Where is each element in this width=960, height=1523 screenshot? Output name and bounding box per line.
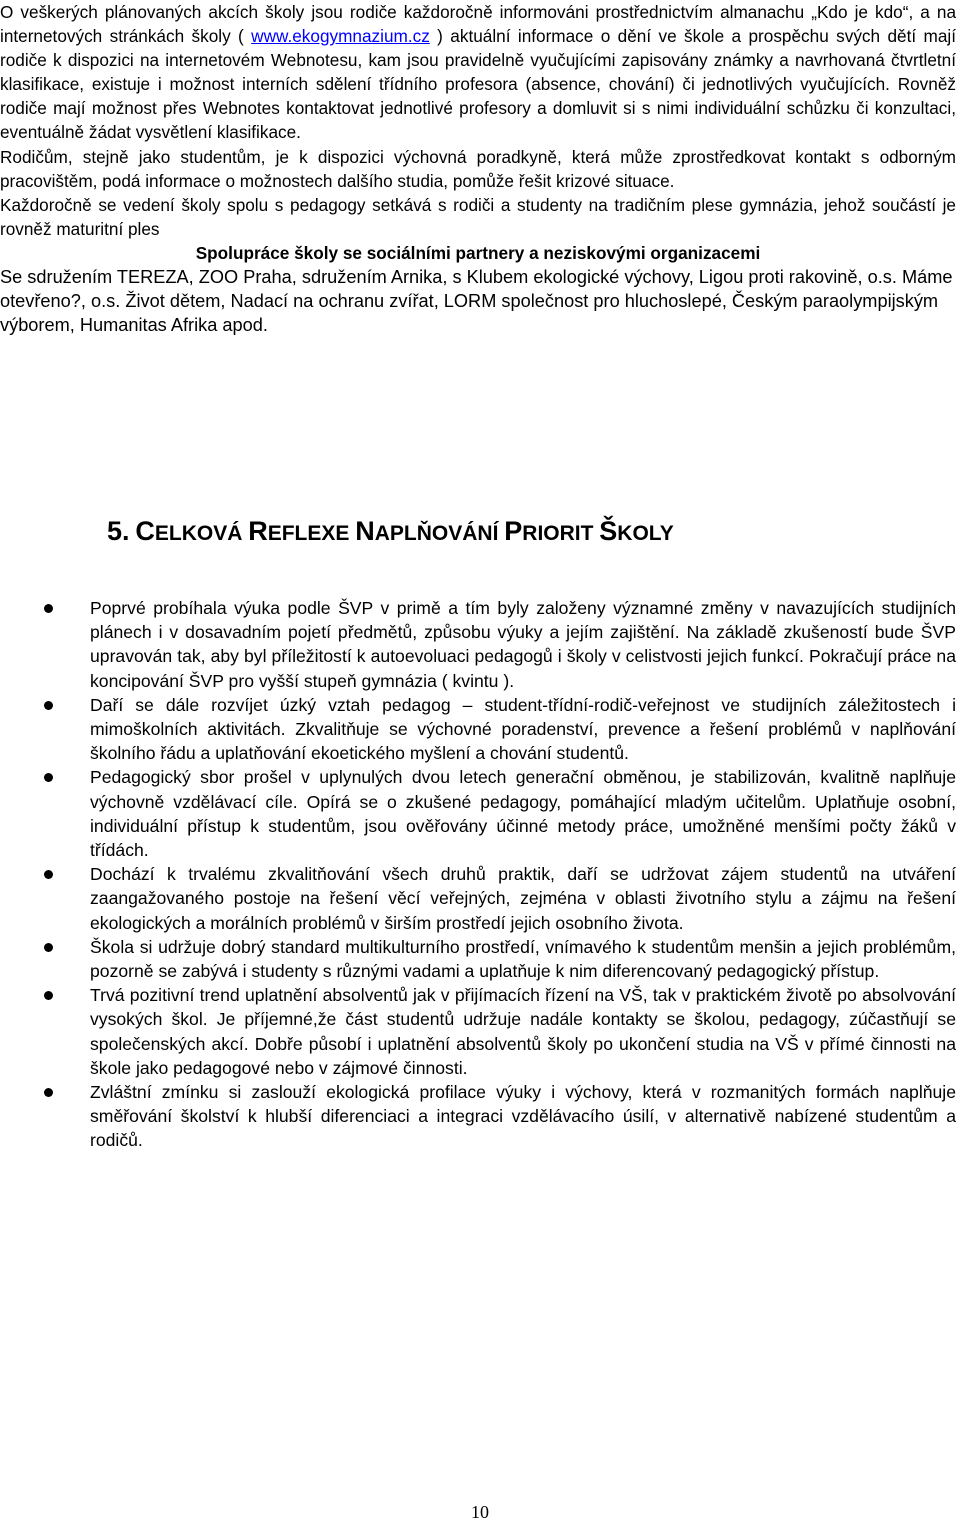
bullet-icon [44, 1088, 53, 1097]
bullet-icon [44, 870, 53, 879]
list-item: Pedagogický sbor prošel v uplynulých dvou letech generační obměnou, je stabilizován, kvalitně naplňuje výchovně vzdělávací cíle. Opírá se o zkušené pedagogy, pomáhající mladým učitelům. Uplatňuje osobní, individuální přístup k studentům, jsou ověřovány účinné metody práce, umožněné menšími počty žáků v třídách. [0, 765, 956, 862]
section-5-title: 5. CELKOVÁ REFLEXE NAPLŇOVÁNÍ PRIORIT ŠKOLY [107, 516, 674, 546]
priorities-bullet-list [0, 596, 956, 1153]
section-number: 5. [107, 516, 130, 546]
partners-list-text: Se sdružením TEREZA, ZOO Praha, sdružením Arnika, s Klubem ekologické výchovy, Ligou proti rakovině, o.s. Máme otevřeno?, o.s. Život dětem, Nadací na ochranu zvířat, LORM společnost pro hluchoslepé, Českým paraolympijským výborem, Humanitas Afrika apod. [0, 267, 953, 336]
intro-text-end: ) aktuální informace o dění ve škole a prospěchu svých dětí mají rodiče k dispozici na internetovém Webnotesu, kam jsou pravidelně vyučujícími zapisovány známky a navrhovaná čtvrtletní klasifikace, existuje i možnost interních sdělení třídního profesora (absence, chování) či jednotlivých vyučujících. Rovněž rodiče mají možnost přes Webnotes kontaktovat jednotlivé profesory a domluvit si s nimi individuální schůzku či konzultaci, eventuálně žádat vysvětlení klasifikace. [0, 26, 956, 143]
bullet-icon [44, 773, 53, 782]
document-body [0, 0, 956, 337]
page-number: 10 [471, 1502, 489, 1522]
bullet-icon [44, 604, 53, 613]
list-item: Zvláštní zmínku si zaslouží ekologická profilace výuky i výchovy, která v rozmanitých formách naplňuje směřování školství k hlubší diferenciaci a integraci vzdělávacího úsilí, v alternativě nabízené studentům a rodičů. [0, 1080, 956, 1153]
list-item: Daří se dále rozvíjet úzký vztah pedagog – student-třídní-rodič-veřejnost ve studijních záležitostech i mimoškolních aktivitách. Zkvalitňuje se výchovné poradenství, prevence a řešení problémů v naplňování školního řádu a uplatňování ekoetického myšlení a chování studentů. [0, 693, 956, 766]
intro-paragraph-counselor: Rodičům, stejně jako studentům, je k dispozici výchovná poradkyně, která může zprostředkovat kontakt s odborným pracovištěm, podá informace o možnostech dalšího studia, pomůže řešit krizové situace. [0, 146, 956, 191]
list-item: Škola si udržuje dobrý standard multikulturního prostředí, vnímavého k studentům menšin a jejich problémům, pozorně se zabývá i studenty s různými vadami a uplatňuje k nim diferencovaný pedagogický přístup. [0, 935, 956, 983]
partners-heading: Spolupráce školy se sociálními partnery a neziskovými organizacemi [195, 242, 761, 263]
intro-paragraph-ball: Každoročně se vedení školy spolu s pedagogy setkává s rodiči a studenty na tradičním plese gymnázia, jehož součástí je rovněž maturitní ples [0, 194, 956, 239]
intro-paragraph-almanac [0, 0, 956, 145]
intro-text-start: O veškerých plánovaných akcích školy jsou rodiče každoročně informováni prostřednictvím almanachu „Kdo je kdo“, a na internetových stránkách školy ( [0, 2, 956, 47]
bullet-icon [44, 991, 53, 1000]
list-item: Trvá pozitivní trend uplatnění absolventů jak v přijímacích řízení na VŠ, tak v praktickém životě po absolvování vysokých škol. Je příjemné,že část studentů udržuje nadále kontakty se školou, pedagogy, zúčastňují se společenských akcí. Dobře působí i uplatnění absolventů školy po ukončení studia na VŠ v přímé činnosti na škole jako pedagogové nebo v zájmové činnosti. [0, 983, 956, 1080]
list-item: Poprvé probíhala výuka podle ŠVP v primě a tím byly založeny významné změny v navazujících studijních plánech i v dosavadním pojetí předmětů, způsobu výuky a jejím zajištění. Na základě zkušeností bude ŠVP upravován tak, aby byl příležitostí k autoevoluaci pedagogů i školy v celistvosti jejich funkcí. Pokračují práce na koncipování ŠVP pro vyšší stupeň gymnázia ( kvintu ). [0, 596, 956, 693]
bullet-icon [44, 943, 53, 952]
bullet-icon [44, 701, 53, 710]
school-website-link[interactable]: www.ekogymnazium.cz [251, 26, 430, 47]
list-item: Dochází k trvalému zkvalitňování všech druhů praktik, daří se udržovat zájem studentů na utváření zaangažovaného postoje na řešení věcí veřejných, zejména v oblasti životního stylu a zájmu na řešení ekologických a morálních problémů v širším prostředí jejich osobního života. [0, 862, 956, 935]
